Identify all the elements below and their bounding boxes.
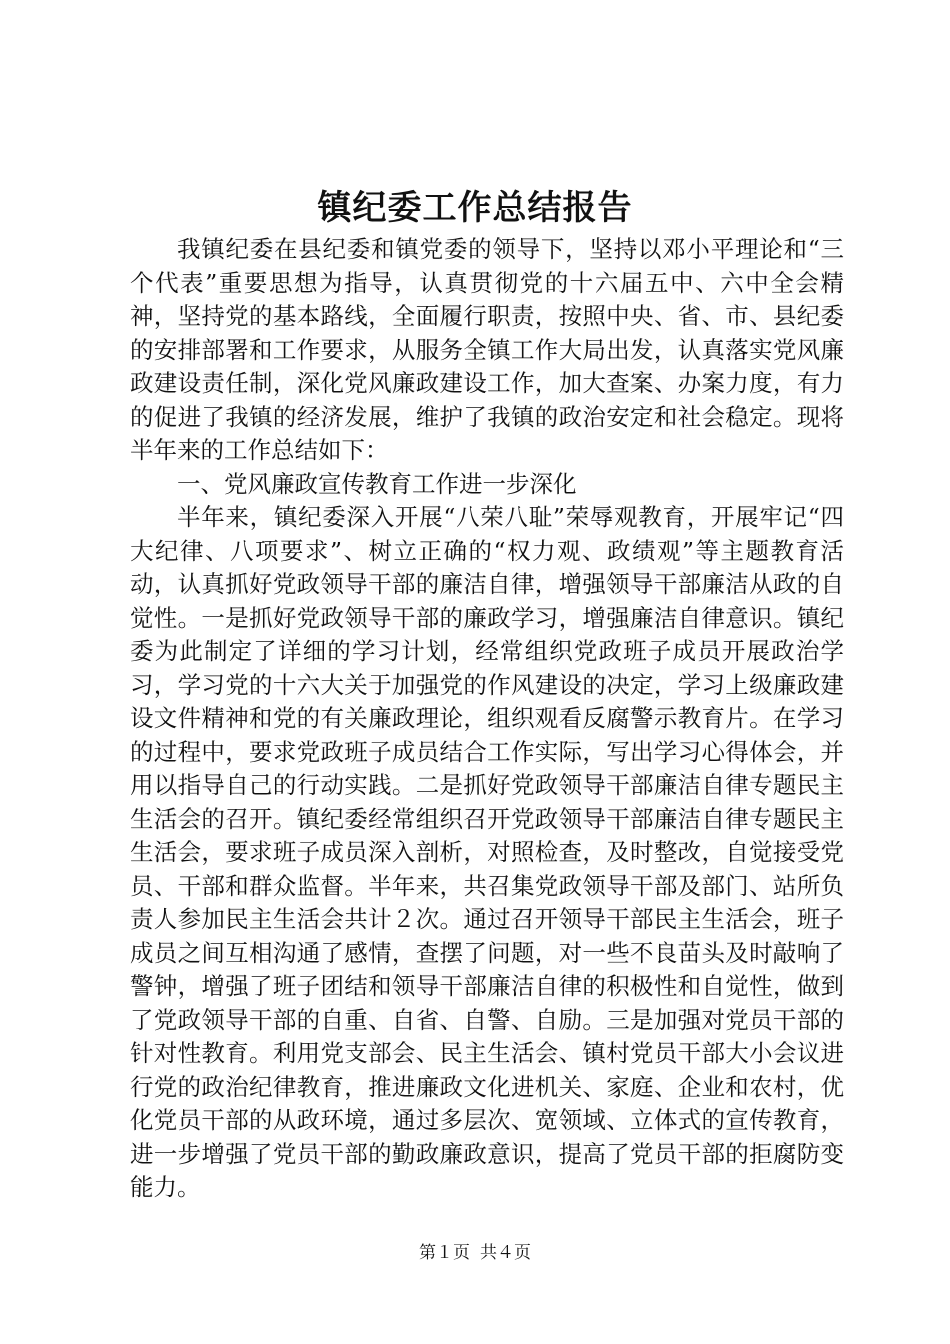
page-number: 第１页 [419, 1243, 470, 1263]
page-footer [0, 1241, 950, 1265]
intro-paragraph: 我镇纪委在县纪委和镇党委的领导下，坚持以邓小平理论和“三个代表”重要思想为指导，认真贯彻党的十六届五中、六中全会精神，坚持党的基本路线，全面履行职责，按照中央、省、市、县纪委的安排部署和工作要求，从服务全镇工作大局出发，认真落实党风廉政建设责任制，深化党风廉政建设工作，加大查案、办案力度，有力的促进了我镇的经济发展，维护了我镇的政治安定和社会稳定。现将半年来的工作总结如下： [130, 235, 844, 464]
section-heading: 一、党风廉政宣传教育工作进一步深化 [177, 469, 577, 498]
page-total: 共４页 [480, 1243, 531, 1263]
document-body [130, 233, 844, 1205]
section-paragraph: 半年来，镇纪委深入开展“八荣八耻”荣辱观教育，开展牢记“四大纪律、八项要求”、树立正确的“权力观、政绩观”等主题教育活动，认真抓好党政领导干部的廉洁自律，增强领导干部廉洁从政的自觉性。一是抓好党政领导干部的廉政学习，增强廉洁自律意识。镇纪委为此制定了详细的学习计划，经常组织党政班子成员开展政治学习，学习党的十六大关于加强党的作风建设的决定，学习上级廉政建设文件精神和党的有关廉政理论，组织观看反腐警示教育片。在学习的过程中，要求党政班子成员结合工作实际，写出学习心得体会，并用以指导自己的行动实践。二是抓好党政领导干部廉洁自律专题民主生活会的召开。镇纪委经常组织召开党政领导干部廉洁自律专题民主生活会，要求班子成员深入剖析，对照检查，及时整改，自觉接受党员、干部和群众监督。半年来，共召集党政领导干部及部门、站所负责人参加民主生活会共计２次。通过召开领导干部民主生活会，班子成员之间互相沟通了感情，查摆了问题，对一些不良苗头及时敲响了警钟，增强了班子团结和领导干部廉洁自律的积极性和自觉性，做到了党政领导干部的自重、自省、自警、自励。三是加强对党员干部的针对性教育。利用党支部会、民主生活会、镇村党员干部大小会议进行党的政治纪律教育，推进廉政文化进机关、家庭、企业和农村，优化党员干部的从政环境，通过多层次、宽领域、立体式的宣传教育，进一步增强了党员干部的勤政廉政意识，提高了党员干部的拒腐防变能力。 [130, 503, 844, 1201]
document-title: 镇纪委工作总结报告 [317, 188, 633, 228]
